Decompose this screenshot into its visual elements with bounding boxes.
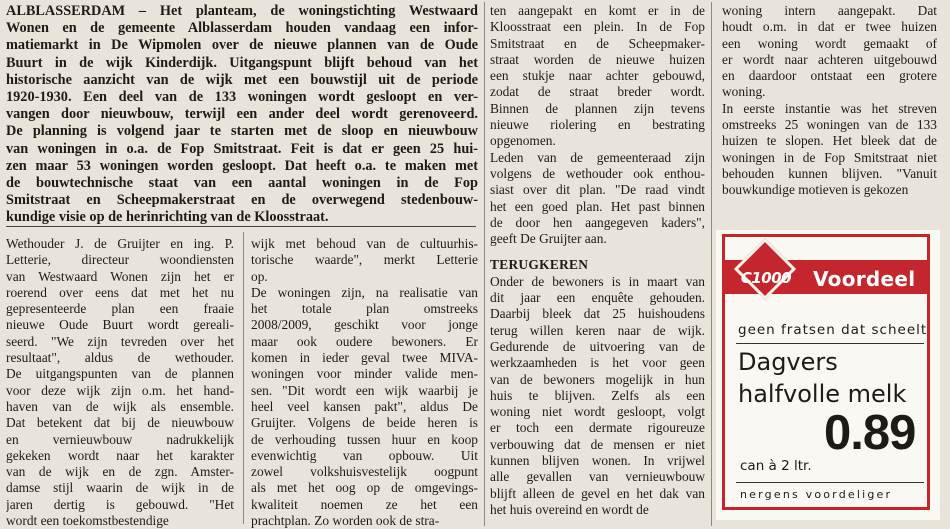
column-divider	[243, 232, 244, 524]
text-line: Letterie, directeur woondiensten	[6, 252, 234, 268]
text-line: het huis overeind en wordt de	[490, 501, 649, 517]
ad-slogan: geen fratsen dat scheelt	[738, 322, 928, 338]
intro-line: de bouwtechnische staat van een aantal woningen in de Fop	[6, 175, 478, 192]
column-3-text-top	[490, 3, 705, 247]
article-column-4	[722, 3, 937, 199]
text-line: kwaliteit noemen ze het een	[251, 496, 478, 512]
text-line: blijft alleen de gevel en het dak van	[490, 485, 705, 501]
text-line: huizen te slopen. Het bleek dat de	[722, 133, 937, 149]
text-line: woning niet wordt gesloopt, volgt	[490, 404, 705, 420]
text-line: De woningen zijn, na realisatie van	[251, 284, 478, 300]
text-line: alle gevallen van vernieuwbouw	[490, 469, 705, 485]
intro-line: historische aanzicht van de wijk met een bouwstijl uit de periode	[6, 71, 478, 88]
text-line: woning intern aangepakt. Dat	[722, 3, 937, 18]
text-line: zowel volkshuisvestelijk oogpunt	[251, 464, 478, 480]
text-line: dit jaar een enquête gehouden.	[490, 290, 705, 306]
text-line: resultaat", aldus de wethouder.	[6, 350, 234, 366]
text-line: gepresenteerde plan een fraaie	[6, 301, 234, 317]
text-line: siast over dit plan. "De raad vindt	[490, 182, 705, 198]
text-line: damse stijl waarin de wijk in de	[6, 480, 234, 496]
ad-footer: nergens voordeliger	[740, 488, 893, 501]
text-line: nieuwe riolering en bestrating	[490, 117, 705, 133]
text-line: en daardoor ontstaat een grotere	[722, 68, 937, 84]
text-line: geeft De Gruijter aan.	[490, 231, 607, 247]
text-line: werkzaamheden is het voor geen	[490, 355, 705, 371]
text-line: heel veel kansen pakt", aldus De	[251, 398, 478, 414]
text-line: kunnen blijven wonen. In vrijwel	[490, 453, 705, 469]
c1000-advertisement	[716, 230, 940, 520]
text-line: het totale plan omstreeks	[251, 301, 478, 317]
text-line: behouden kunnen blijven. "Vanuit	[722, 165, 937, 181]
c1000-logo-text: C1000	[740, 269, 792, 287]
intro-line: Wonen en de gemeente Alblasserdam houden vandaag een infor-	[6, 20, 478, 37]
text-line: In eerste instantie was het streven	[722, 100, 937, 116]
article-column-3	[490, 3, 705, 518]
text-line: het een goed plan. Het past binnen	[490, 198, 705, 214]
text-line: Kloosstraat een plein. In de Fop	[490, 19, 705, 35]
text-line: 2008/2009, geschikt voor jonge	[251, 317, 478, 333]
text-line: komen in ieder geval twee MIVA-	[251, 350, 478, 366]
text-line: seerd. "We zijn tevreden over het	[6, 333, 234, 349]
intro-line: zen maar 53 woningen worden gesloopt. Dat heeft o.a. te maken met	[6, 157, 478, 174]
text-line: op.	[251, 268, 268, 284]
column-divider	[711, 2, 712, 526]
intro-line: ALBLASSERDAM – Het planteam, de woningstichting Westwaard	[6, 3, 478, 19]
text-line: wordt een toekomstbestendige	[6, 513, 169, 529]
article-column-1	[6, 236, 234, 529]
ad-rule-bottom	[736, 482, 924, 483]
text-line: een stukje naar achter gebouwd,	[490, 68, 705, 84]
text-line: maar ook oudere bewoners. Er	[251, 333, 478, 349]
column-3-text-bottom	[490, 274, 705, 518]
text-line: terug willen keren naar de wijk.	[490, 322, 705, 338]
text-line: ten aangepakt en komt er in de	[490, 3, 705, 18]
intro-line: De planning is volgend jaar te starten met de sloop en nieuwbouw	[6, 123, 478, 140]
text-line: Onder de bewoners is in maart van	[490, 273, 705, 289]
text-line: omstreeks 25 woningen van de 133	[722, 117, 937, 133]
column-divider	[484, 2, 485, 526]
text-line: Leden van de gemeenteraad zijn	[490, 149, 705, 165]
text-line: woningen voor minder valide men-	[251, 366, 478, 382]
text-line: voor deze wijk zijn o.m. het hand-	[6, 382, 234, 398]
text-line: nieuwe Oude Buurt wordt gereali-	[6, 317, 234, 333]
ad-brand-word: Voordeel	[813, 267, 916, 291]
text-line: jaren dertig is gebouwd. "Het	[6, 496, 234, 512]
text-line: Gedurende de uitvoering van de	[490, 338, 705, 354]
text-line: er toch een dermate rigoureuze	[490, 420, 705, 436]
text-line: van de bewoners mogelijk in hun	[490, 371, 705, 387]
text-line: Gruijter. Volgens de beide heren is	[251, 415, 478, 431]
intro-line: 1920-1930. Een deel van de 133 woningen wordt gesloopt en ver-	[6, 89, 478, 106]
intro-line: van woningen in o.a. de Fop Smitstraat. Feit is dat er geen 25 hui-	[6, 140, 478, 157]
text-line: de verhouding tussen huur en koop	[251, 431, 478, 447]
intro-paragraph	[6, 3, 478, 227]
text-line: Smitstraat en de Scheepmaker-	[490, 35, 705, 51]
intro-line: matiemarkt in De Wipmolen over de nieuwe plannen van de Oude	[6, 37, 478, 54]
intro-line: Buurt in de wijk Kinderdijk. Uitgangspunt blijft behoud van het	[6, 54, 478, 71]
text-line: als met het oog op de omgevings-	[251, 480, 478, 496]
ad-product-line-1: Dagvers	[738, 348, 838, 376]
text-line: haven van de wijk als ensemble.	[6, 398, 234, 414]
subheading: TERUGKEREN	[490, 257, 589, 273]
text-line: de door hen aangegeven kaders",	[490, 214, 705, 230]
text-line: van de wijk en de zgn. Amster-	[6, 464, 234, 480]
text-line: Daarbij bleek dat 25 huishoudens	[490, 306, 705, 322]
text-line: opgenomen.	[490, 133, 556, 149]
text-line: Dat betekent dat bij de nieuwbouw	[6, 415, 234, 431]
text-line: De uitgangspunten van de plannen	[6, 366, 234, 382]
text-line: verbouwing dat de mensen er niet	[490, 436, 705, 452]
text-line: houdt o.m. in dat er twee huizen	[722, 19, 937, 35]
text-line: volgens de wethouder ook enthou-	[490, 165, 705, 181]
intro-line: Smitstraat en Scheepmakerstraat en de overwegend stedenbouw-	[6, 192, 478, 209]
text-line: evenwichtig van opbouw. Uit	[251, 447, 478, 463]
text-line: sen. "Dit wordt een wijk waarbij je	[251, 382, 478, 398]
text-line: wijk met behoud van de cultuurhis-	[251, 236, 478, 251]
text-line: torische waarde", merkt Letterie	[251, 252, 478, 268]
text-line: en vernieuwbouw nadrukkelijk	[6, 431, 234, 447]
text-line: roerend over eens dat met het nu	[6, 284, 234, 300]
text-line: bouwkundige motieven is gekozen	[722, 182, 909, 198]
text-line: er wordt naar achteren uitgebouwd	[722, 51, 937, 67]
text-line: Wethouder J. de Gruijter en ing. P.	[6, 236, 234, 251]
intro-line: vangen door nieuwbouw, terwijl een ander deel wordt gerenoveerd.	[6, 106, 478, 123]
intro-line: kundige visie op de herinrichting van de Kloosstraat.	[6, 209, 329, 226]
text-line: zodat de straat breder wordt.	[490, 84, 705, 100]
ad-unit: can à 2 ltr.	[740, 458, 812, 474]
text-line: woning.	[722, 84, 766, 100]
article-column-2	[251, 236, 478, 529]
text-line: prachtplan. Zo worden ook de stra-	[251, 513, 440, 529]
ad-rule-top	[736, 343, 924, 344]
text-line: gekeken wordt naar het karakter	[6, 447, 234, 463]
ad-price: 0.89	[824, 406, 916, 460]
text-line: huis te blijven. Zelfs als een	[490, 387, 705, 403]
text-line: straat worden de nieuwe huizen	[490, 51, 705, 67]
intro-divider	[6, 226, 476, 227]
text-line: Binnen de plannen zijn tevens	[490, 100, 705, 116]
text-line: woningen in de Fop Smitstraat niet	[722, 149, 937, 165]
text-line: van Westwaard Wonen zijn het er	[6, 268, 234, 284]
text-line: een woning wordt gemaakt of	[722, 35, 937, 51]
ad-product-line-2: halfvolle melk	[738, 380, 907, 408]
